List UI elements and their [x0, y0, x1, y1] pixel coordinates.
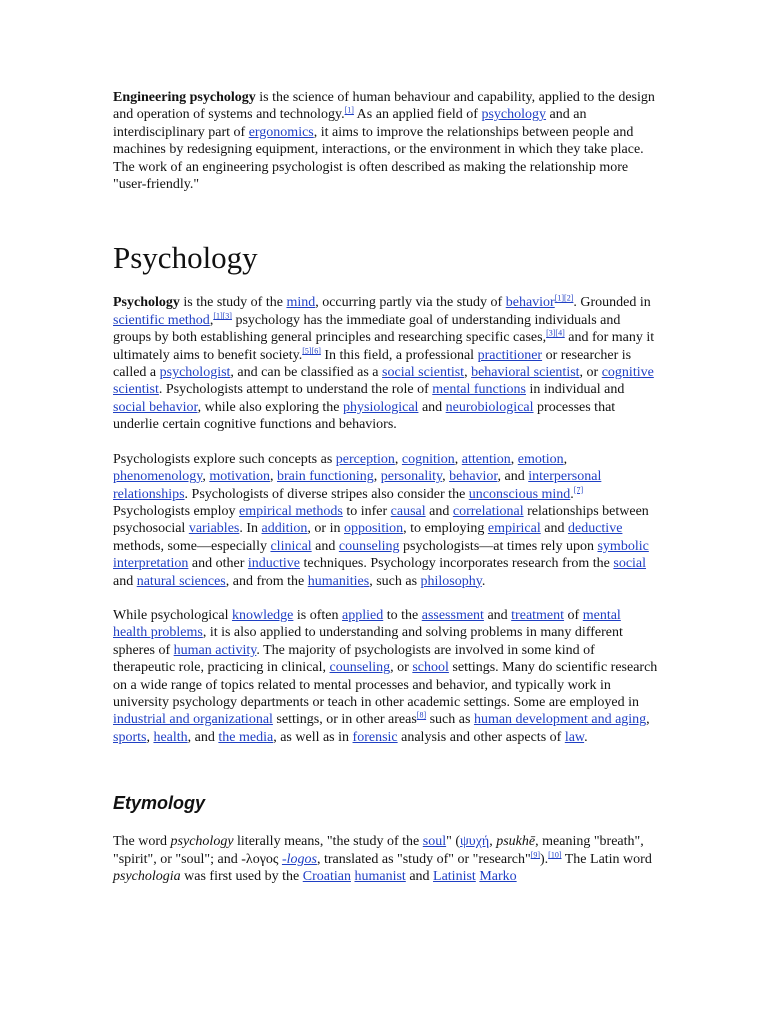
- link-variables[interactable]: variables: [188, 521, 240, 537]
- link-counseling[interactable]: counseling: [329, 660, 391, 676]
- link-social-behavior[interactable]: social behavior: [113, 399, 198, 415]
- link-health[interactable]: health: [153, 729, 188, 745]
- link-motivation[interactable]: motivation: [209, 469, 270, 485]
- psychology-paragraph-1: Psychology is the study of the mind, occurring partly via the study of behavior[1][2]. Grounded in scientific method,[1][3] psychology has the immediate goal of understanding individuals and groups by both establishing general principles and researching specific cases,[3][4] and for many it ultimately aims to benefit society.[5][6] In this field, a professional practitioner or researcher is called a psychologist, and can be classified as a social scientist, behavioral scientist, or cognitive scientist. Psychologists attempt to understand the role of mental functions in individual and social behavior, while also exploring the physiological and neurobiological processes that underlie certain cognitive functions and behaviors.: [113, 293, 655, 433]
- link-emotion[interactable]: emotion: [517, 451, 564, 467]
- link-human-activity[interactable]: human activity: [173, 642, 257, 658]
- link-ergonomics[interactable]: ergonomics: [248, 124, 314, 140]
- link-soul[interactable]: soul: [422, 834, 447, 850]
- link-behavior[interactable]: behavior: [505, 295, 555, 311]
- link-counseling[interactable]: counseling: [338, 538, 400, 554]
- link-empirical[interactable]: empirical: [487, 521, 541, 537]
- link-sports[interactable]: sports: [113, 729, 147, 745]
- link-neurobiological[interactable]: neurobiological: [445, 399, 534, 415]
- intro-bold-term: Engineering psychology: [113, 90, 256, 105]
- citation-link[interactable]: [1][2]: [554, 293, 574, 303]
- link-applied[interactable]: applied: [342, 607, 384, 623]
- link-psyche[interactable]: ψυχή: [460, 834, 490, 850]
- link-humanist[interactable]: humanist: [354, 869, 406, 884]
- link-attention[interactable]: attention: [461, 451, 511, 467]
- link-practitioner[interactable]: practitioner: [477, 347, 543, 363]
- link-deductive[interactable]: deductive: [567, 521, 623, 537]
- link-correlational[interactable]: correlational: [452, 503, 524, 519]
- link-unconscious-mind[interactable]: unconscious mind: [468, 486, 571, 502]
- link-knowledge[interactable]: knowledge: [231, 607, 294, 623]
- document-page: [113, 89, 658, 885]
- link-brain-functioning[interactable]: brain functioning: [276, 469, 374, 485]
- link-humanities[interactable]: humanities: [307, 573, 370, 589]
- link-marko[interactable]: Marko: [479, 869, 517, 884]
- citation-link[interactable]: [5][6]: [302, 346, 321, 355]
- citation-link[interactable]: [8]: [416, 710, 427, 720]
- psychology-paragraph-2: Psychologists explore such concepts as perception, cognition, attention, emotion, phenomenology, motivation, brain functioning, personality, behavior, and interpersonal relationships. Psychologists of diverse stripes also consider the unconscious mind.[7] Psychologists employ empirical methods to infer causal and correlational relationships between psychosocial variables. In addition, or in opposition, to employing empirical and deductive methods, some—especially clinical and counseling psychologists—at times rely upon symbolic interpretation and other inductive techniques. Psychology incorporates research from the social and natural sciences, and from the humanities, such as philosophy.: [113, 451, 649, 589]
- link-symbolic-interpretation[interactable]: symbolic interpretation: [113, 538, 649, 572]
- link-behavior[interactable]: behavior: [449, 469, 498, 485]
- psychology-paragraph-3: While psychological knowledge is often applied to the assessment and treatment of mental health problems, it is also applied to understanding and solving problems in many different spheres of human activity. The majority of psychologists are involved in some kind of therapeutic role, practicing in clinical, counseling, or school settings. Many do scientific research on a wide range of topics related to mental processes and behavior, and typically work in university psychology departments or teach in other academic settings. Some are employed in industrial and organizational settings, or in other areas[8] such as human development and aging, sports, health, and the media, as well as in forensic analysis and other aspects of law.: [113, 607, 658, 745]
- citation-link[interactable]: [7]: [573, 484, 584, 494]
- link-mind[interactable]: mind: [286, 295, 316, 311]
- link-latinist[interactable]: Latinist: [433, 869, 476, 884]
- link-inductive[interactable]: inductive: [247, 556, 301, 572]
- link-scientific-method[interactable]: scientific method: [113, 312, 210, 328]
- citation-link[interactable]: [1][3]: [213, 311, 232, 321]
- link-opposition[interactable]: opposition: [343, 521, 404, 537]
- etymology-paragraph: The word psychology literally means, "the study of the soul" (ψυχή, psukhē, meaning "breath", "spirit", or "soul"; and -λογος -logos, translated as "study of" or "research"[9]).[10] The Latin word psychologia was first used by the Croatian humanist and Latinist Marko: [113, 834, 652, 884]
- link-croatian[interactable]: Croatian: [302, 869, 351, 884]
- citation-link[interactable]: [9]: [530, 849, 540, 859]
- citation-link[interactable]: [1]: [344, 105, 354, 115]
- link-mental-health-problems[interactable]: mental health problems: [113, 607, 621, 641]
- citation-link[interactable]: [10]: [548, 849, 562, 859]
- link-natural-sciences[interactable]: natural sciences: [136, 573, 226, 589]
- link-social-scientist[interactable]: social scientist: [382, 365, 465, 381]
- link-clinical[interactable]: clinical: [270, 538, 312, 554]
- link-human-development-and-aging[interactable]: human development and aging: [473, 712, 647, 728]
- link-addition[interactable]: addition: [261, 521, 308, 537]
- link-philosophy[interactable]: philosophy: [420, 573, 482, 589]
- link-school[interactable]: school: [412, 660, 449, 676]
- link-logos[interactable]: -logos: [281, 851, 317, 867]
- link-physiological[interactable]: physiological: [343, 399, 419, 415]
- citation-link[interactable]: [3][4]: [546, 328, 565, 338]
- link-treatment[interactable]: treatment: [511, 607, 565, 623]
- link-the-media[interactable]: the media: [218, 729, 274, 745]
- link-empirical-methods[interactable]: empirical methods: [239, 503, 343, 519]
- link-behavioral-scientist[interactable]: behavioral scientist: [471, 365, 580, 381]
- section-heading: Psychology: [113, 240, 258, 276]
- intro-paragraph: Engineering psychology is the science of human behaviour and capability, applied to the design and operation of systems and technology.[1] As an applied field of psychology and an interdisciplinary part of ergonomics, it aims to improve the relationships between people and machines by redesigning equipment, interactions, or the environment in which they take place. The work of an engineering psychologist is often described as making the relationship more "user-friendly.": [113, 90, 655, 193]
- link-assessment[interactable]: assessment: [421, 607, 484, 623]
- etymology-heading: Etymology: [113, 793, 206, 814]
- link-mental-functions[interactable]: mental functions: [432, 382, 526, 398]
- link-industrial-and-organizational[interactable]: industrial and organizational: [113, 712, 273, 728]
- link-causal[interactable]: causal: [390, 503, 426, 519]
- link-personality[interactable]: personality: [380, 469, 443, 485]
- link-phenomenology[interactable]: phenomenology: [113, 469, 203, 485]
- link-perception[interactable]: perception: [335, 451, 395, 467]
- link-psychologist[interactable]: psychologist: [159, 365, 231, 381]
- link-law[interactable]: law: [564, 729, 585, 745]
- link-psychology[interactable]: psychology: [481, 107, 547, 123]
- link-forensic[interactable]: forensic: [352, 729, 398, 745]
- link-cognition[interactable]: cognition: [401, 451, 455, 467]
- link-interpersonal-relationships[interactable]: interpersonal relationships: [113, 469, 602, 502]
- link-social[interactable]: social: [613, 556, 647, 572]
- link-cognitive-scientist[interactable]: cognitive scientist: [113, 365, 654, 398]
